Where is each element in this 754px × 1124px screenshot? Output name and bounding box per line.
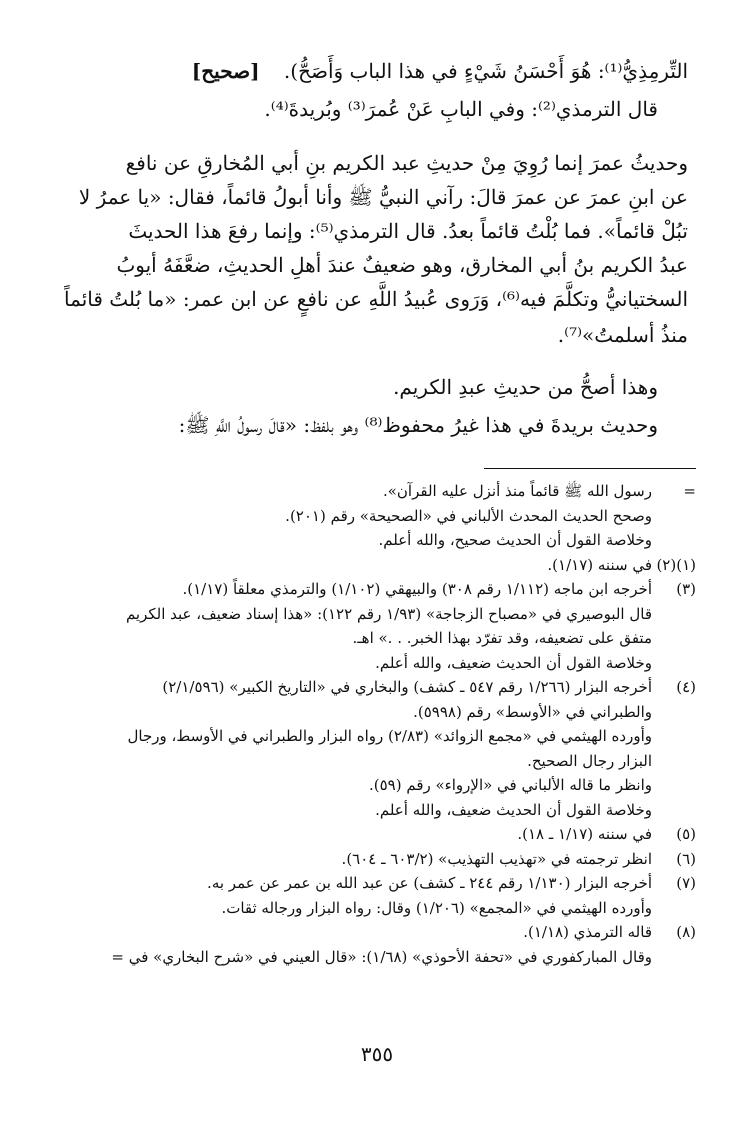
footnote-line: رسول الله ﷺ قائماً منذ أنزل عليه القرآن». (382, 482, 652, 500)
footnote-line: أخرجه البزار (١/٢٦٦ رقم ٥٤٧ ـ كشف) والبخاري في «التاريخ الكبير» (٢/١/٥٩٦) (162, 678, 652, 696)
footnote-line: قال البوصيري في «مصباح الزجاجة» (١/٩٣ رقم ١٢٢): «هذا إسناد ضعيف، عبد الكريم (125, 604, 652, 623)
footnote-number: (٣) (676, 580, 696, 598)
footnote-number: (٦) (676, 849, 696, 868)
footnote-number: (١)(٢) (656, 555, 696, 574)
paragraph-3: وحديث بريدةَ في هذا غيرُ محفوظ⁽⁸⁾ وهو بلفظ: «قالَ رسولُ اللَّهِ ﷺ: (178, 413, 658, 437)
footnote-line: أخرجه ابن ماجه (١/١١٢ رقم ٣٠٨) والبيهقي (١/١٠٢) والترمذي معلقاً (١/١٧). (182, 580, 652, 598)
footnote-line: في سننه (١/١٧). (547, 555, 652, 574)
main-line-1 (192, 58, 688, 84)
main-line-2: قال الترمذي⁽²⁾: وفي البابِ عَنْ عُمرَ⁽³⁾ وبُريدةَ⁽⁴⁾. (264, 97, 658, 121)
footnote-number: = (683, 482, 696, 500)
paragraph-1-line-6: منذُ أسلمتُ»⁽⁷⁾. (557, 323, 688, 347)
footnote-line: البزار رجال الصحيح. (527, 751, 652, 770)
footnote-line: انظر ترجمته في «تهذيب التهذيب» (٦٠٣/٢ ـ ٦٠٤). (341, 849, 652, 868)
footnote-number: (٤) (676, 678, 696, 696)
paragraph-1-line-4: عبدُ الكريم بنُ أبي المخارق، وهو ضعيفٌ عندَ أهلِ الحديثِ، ضعَّفَهُ أيوبُ (116, 253, 688, 277)
footnote-number: (٨) (676, 923, 696, 941)
footnote-number: (٥) (676, 825, 696, 843)
footnote-line: متفق على تضعيفه، وقد تفرّد بهذا الخبر. . .» اهـ. (352, 629, 652, 647)
footnote-number: (٧) (676, 874, 696, 892)
footnote-line: وأورده الهيثمي في «المجمع» (١/٢٠٦) وقال: رواه البزار ورجاله ثقات. (221, 898, 652, 917)
footnote-line: في سننه (١/١٧ ـ ١٨). (517, 825, 652, 843)
footnote-line: وخلاصة القول أن الحديث ضعيف، والله أعلم. (375, 653, 652, 672)
page-number: ٣٥٥ (360, 1042, 394, 1066)
footnote-line: قاله الترمذي (١/١٨). (523, 923, 652, 941)
footnote-line: وخلاصة القول أن الحديث صحيح، والله أعلم. (378, 531, 652, 549)
footnote-line: وقال المباركفوري في «تحفة الأحوذي» (١/٦٨): «قال العيني في «شرح البخاري» في = (111, 947, 652, 966)
footnote-separator (484, 468, 696, 469)
paragraph-2: وهذا أصحُّ من حديثِ عبدِ الكريم. (393, 375, 658, 399)
paragraph-1-line-5: السختيانيُّ وتكلَّمَ فيه⁽⁶⁾، وَرَوى عُبيدُ اللَّهِ عن نافعٍ عن ابن عمر: «ما بُلتُ قائماً (64, 287, 688, 311)
grade-label: [صحيح] (191, 59, 260, 83)
paragraph-1-line-2: عن ابنِ عمرَ عن عمرَ قالَ: رآني النبيُّ ﷺ وأنا أبولُ قائماً، فقال: «يا عمرُ لا (78, 185, 688, 209)
footnote-line: وانظر ما قاله الألباني في «الإرواء» رقم (٥٩). (368, 776, 652, 794)
footnote-line: أخرجه البزار (١/١٣٠ رقم ٢٤٤ ـ كشف) عن عبد الله بن عمر عن عمر به. (207, 874, 652, 892)
paragraph-1-line-3: تبُلْ قائماً». فما بُلْتُ قائماً بعدُ. قال الترمذي⁽⁵⁾: وإنما رفعَ هذا الحديثَ (128, 219, 688, 243)
footnote-line: وصحح الحديث المحدث الألباني في «الصحيحة» رقم (٢٠١). (285, 506, 652, 525)
footnote-line: وأورده الهيثمي في «مجمع الزوائد» (٢/٨٣) رواه البزار والطبراني في الأوسط، ورجال (127, 727, 652, 745)
footnote-line: وخلاصة القول أن الحديث ضعيف، والله أعلم. (375, 800, 652, 819)
main-line-1-text: التِّرمِذِيُّ⁽¹⁾: هُوَ أَحْسَنُ شَيْءٍ في هذا الباب وَأَصَحُّ). (283, 59, 688, 83)
footnote-line: والطبراني في «الأوسط» رقم (٥٩٩٨). (413, 702, 652, 721)
paragraph-1-line-1: وحديثُ عمرَ إنما رُوِيَ مِنْ حديثِ عبد الكريم بنِ أبي المُخارقِ عن نافع (125, 151, 688, 175)
